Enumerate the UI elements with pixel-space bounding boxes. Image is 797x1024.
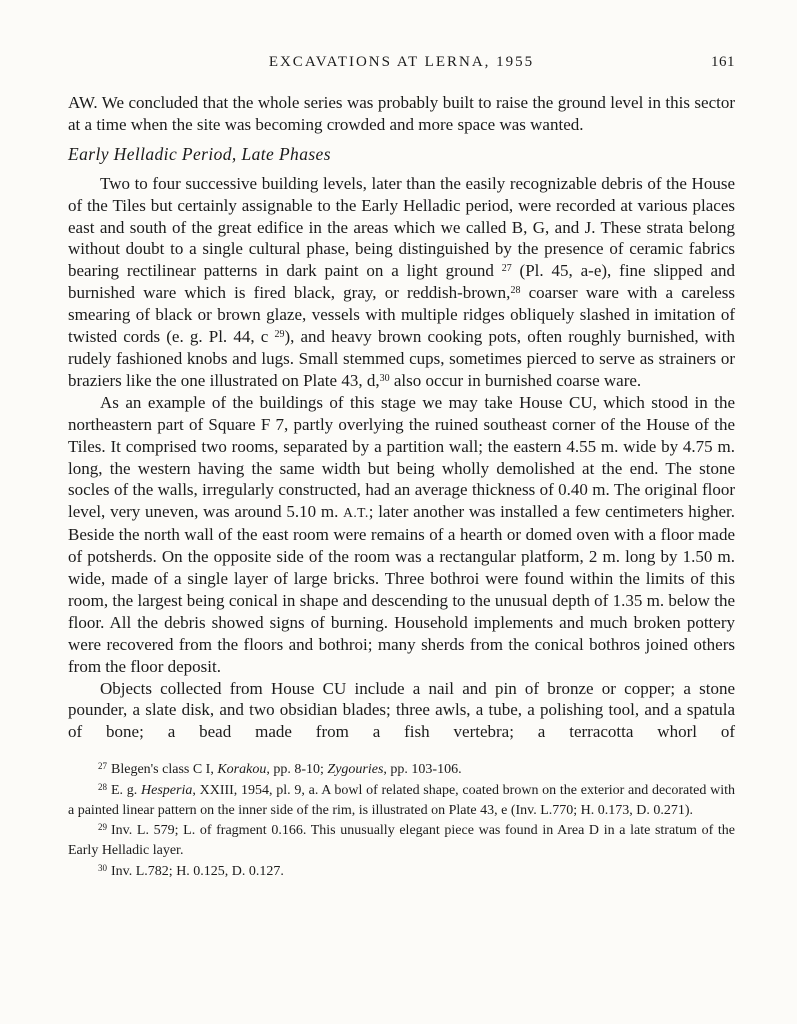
footnote-text: Blegen's class C I, Korakou, pp. 8-10; Zygouries, pp. 103-106. — [111, 762, 462, 778]
footnote — [68, 760, 735, 780]
paragraph-continuation: AW. We concluded that the whole series was probably built to raise the ground level in this sector at a time when the site was becoming crowded and more space was wanted. — [68, 93, 735, 134]
paragraph: As an example of the buildings of this stage we may take House CU, which stood in the northeastern part of Square F 7, partly overlying the ruined southeast corner of the House of the Tiles. It comprised two rooms, separated by a partition wall; the eastern 4.55 m. wide by 4.75 m. long, the western having the same width but being wholly demolished at the end. The stone socles of the walls, irregularly constructed, had an average thickness of 0.40 m. The original floor level, very uneven, was around 5.10 m. A.T.; later another was installed a few centimeters higher. Beside the north wall of the east room were remains of a hearth or domed oven with a floor made of potsherds. On the opposite side of the room was a rectangular platform, 2 m. long by 1.50 m. wide, made of a single layer of large bricks. Three bothroi were found within the limits of this room, the largest being conical in shape and descending to the unusual depth of 1.35 m. below the floor. All the debris showed signs of burning. Household implements and much broken pottery were recovered from the floors and bothroi; many sherds from the conical bothros joined others from the floor deposit. — [68, 392, 735, 676]
small-caps-abbreviation: A.T. — [343, 505, 369, 521]
paragraph: Objects collected from House CU include a nail and pin of bronze or copper; a stone pounder, a slate disk, and two obsidian blades; three awls, a tube, a polishing tool, and a spatula of bone; a bead made from a fish vertebra; a terracotta whorl of — [68, 678, 735, 742]
text-block — [68, 54, 735, 882]
footnote-marker: 30 — [98, 862, 107, 873]
footnote-marker: 28 — [98, 781, 107, 792]
footnote-ref: 27 — [501, 263, 512, 275]
header-title: EXCAVATIONS AT LERNA, 1955 — [268, 54, 535, 70]
italic-text: Korakou — [217, 762, 267, 778]
footnote-text: Inv. L.782; H. 0.125, D. 0.127. — [111, 863, 284, 879]
section-heading: Early Helladic Period, Late Phases — [68, 143, 331, 164]
footnote-text: E. g. Hesperia, XXIII, 1954, pl. 9, a. A bowl of related shape, coated brown on the exterior and decorated with a painted linear pattern on the inner side of the rim, is illustrated on Plate 43, e (Inv. L.770; H. 0.173, D. 0.271). — [68, 782, 735, 818]
italic-text: Zygouries — [327, 762, 384, 778]
footnote-ref: 29 — [274, 329, 285, 341]
paragraph: Two to four successive building levels, later than the easily recognizable debris of the House of the Tiles but certainly assignable to the Early Helladic period, were recorded at various places east and south of the great edifice in the areas which we called B, G, and J. These strata belong without doubt to a single cultural phase, being distinguished by the presence of ceramic fabrics bearing rectilinear patterns in dark paint on a light ground $^{27}$ (Pl. 45, a-e), fine slipped and burnished ware which is fired black, gray, or reddish-brown,$^{28}$ coarser ware with a careless smearing of black or brown glaze, vessels with multiple ridges obliquely slashed in imitation of twisted cords (e. g. Pl. 44, c $^{29}$), and heavy brown cooking pots, often roughly burnished, with rudely fashioned knobs and lugs. Small stemmed cups, sometimes pierced to serve as strainers or braziers like the one illustrated on Plate 43, d,$^{30}$ also occur in burnished coarse ware. — [68, 173, 735, 390]
footnote — [68, 821, 735, 862]
footnote-marker: 29 — [98, 822, 107, 833]
footnote-text: Inv. L. 579; L. of fragment 0.166. This unusually elegant piece was found in Area D in a late stratum of the Early Helladic layer. — [68, 823, 735, 859]
footnote — [68, 781, 735, 822]
footnote-marker: 27 — [98, 761, 107, 772]
footnote-ref: 30 — [379, 372, 390, 384]
footnotes — [68, 760, 735, 882]
footnote — [68, 862, 735, 882]
footnote-ref: 28 — [510, 285, 521, 297]
body-text — [68, 92, 735, 743]
running-header — [68, 54, 735, 71]
italic-text: Hesperia — [141, 782, 193, 798]
page-number: 161 — [711, 54, 735, 70]
